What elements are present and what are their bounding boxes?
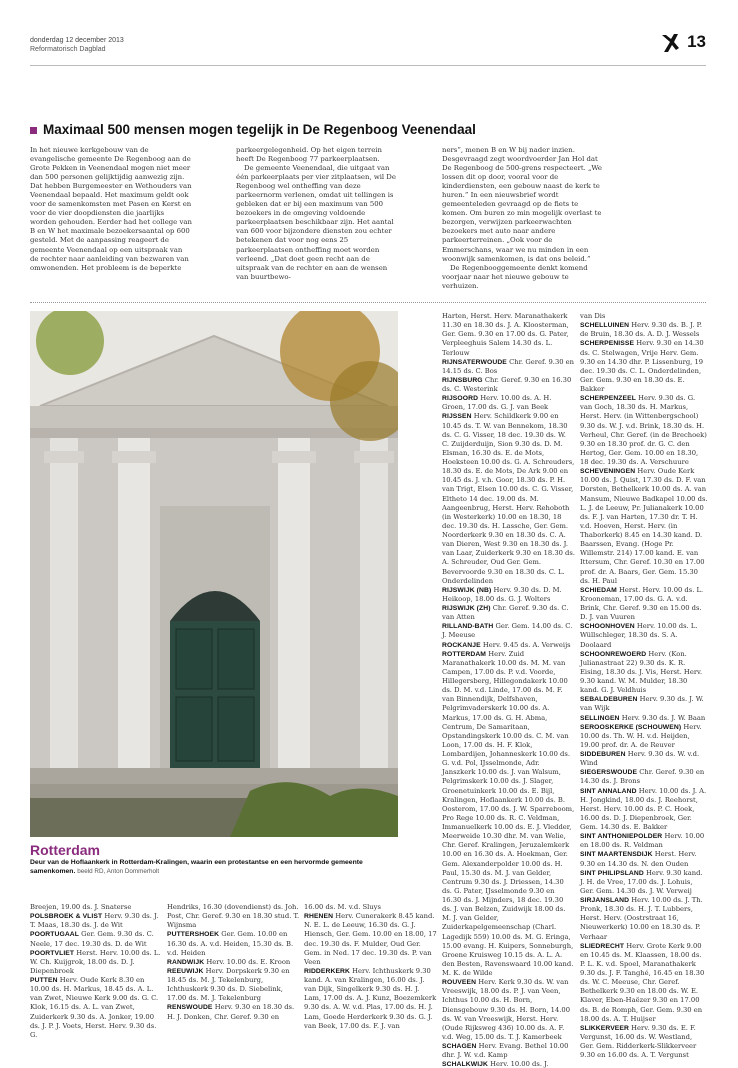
rd-logo-icon — [660, 32, 680, 54]
service-details: Herv. Oude Kerk 8.30 en 10.00 ds. H. Markus, 18.45 ds. A. L. van Zwet, Nieuwe Kerk 9.00 ds. G. C. Klok, 16.15 ds. A. L. van Zwet, Zuiderkerk 9.30 ds. A. Jonker, 19.00 ds. J. P. J. Voets, Herst. Herv. 9.30 ds. G. — [30, 976, 159, 1039]
place-name: RIJSWIJK (ZH) — [442, 605, 491, 612]
church-entry — [442, 394, 575, 412]
place-name: SCHOONHOVEN — [580, 623, 635, 631]
church-list-column — [442, 312, 575, 1068]
church-entry — [442, 641, 575, 650]
church-entry — [30, 912, 163, 930]
church-entry — [167, 967, 300, 1004]
place-name: RANDWIJK — [167, 958, 205, 966]
church-door-illustration — [30, 311, 398, 837]
place-name: RIJSOORD — [442, 395, 479, 403]
church-entry — [580, 723, 708, 750]
church-entry — [304, 967, 437, 1031]
church-entry — [580, 714, 708, 723]
service-details: Herv. Schildkerk 9.00 en 10.45 ds. T. W. van Bennekom, 18.30 ds. C. G. Visser, 18 dec. 19.30 ds. W. C. Zuijderduijn, Sion 9.30 ds. D. M. Elsman, 16.30 ds. E. de Mots, Hoeksteen 10.00 ds. G. A. Schreuders, 18.30 ds. E. de Mots, De Ark 9.00 en 10.45 ds. J. v.h. Goor, 18.30 ds. P. H. van Trigt, Elsen 10.00 ds. C. G. Visser, Eltheto 14 dec. 19.00 ds. M. Aangeenbrug, Herst. Herv. Rehoboth (in Westerkerk) 10.00 en 18.30, 18 dec. 19.30 ds. H. Lassche, Ger. Gem. Noorderkerk 9.30 en 18.30 ds. C. A. van Dieren, West 9.30 en 18.30 ds. J. van Laar, Zuiderkerk 9.30 en 18.30 ds. A. Schreuder, Oud Ger. Gem. Bevervoorde 9.30 en 18.30 ds. C. L. Onderdelinden — [442, 412, 575, 585]
place-name: RIJSWIJK (NB) — [442, 586, 492, 594]
church-photo — [30, 311, 398, 837]
place-name: RHENEN — [304, 913, 334, 921]
church-entry — [167, 930, 300, 957]
article-column-1 — [30, 146, 192, 273]
place-name: REEUWIJK — [167, 967, 204, 975]
place-name: SCHOONREWOERD — [580, 650, 647, 658]
place-name: SEBALDEBUREN — [580, 696, 638, 704]
service-details: Herv. 9.30 ds. J. W. Baan — [621, 713, 706, 722]
church-entry — [580, 695, 708, 713]
church-entry — [580, 321, 708, 339]
issue-date: donderdag 12 december 2013 — [30, 37, 124, 44]
service-details: Herst. Herv. 10.00 ds. L. W. Ch. Kuijgrok, 18.00 ds. D. J. Diepenbroek — [30, 948, 161, 975]
service-details: Herv. 9.30 ds. D. M. Heikoop, 18.00 ds. G. J. Wolters — [442, 585, 562, 603]
service-details: Herv. Kerk 9.30 ds. W. van Vreeswijk, 18.00 ds. P. J. van Veen, Ichthus 10.00 ds. H. Born, Diensgebouw 9.30 ds. H. Born, 14.00 ds. W. van Vreeswijk, Herst. Herv. (Oude Rijksweg 436) 10.00 ds. A. F. v.d. Weg, 15.00 ds. T. J. Kamerbeek — [442, 978, 570, 1041]
place-name: SCHAGEN — [442, 1043, 477, 1050]
church-entry — [442, 622, 575, 640]
church-entry — [580, 467, 708, 586]
church-entry — [304, 903, 437, 912]
page-header — [30, 34, 706, 66]
place-name: SINT PHILIPSLAND — [580, 869, 644, 877]
service-details: Harten, Herst. Herv. Maranathakerk 11.30 en 18.30 ds. J. A. Kloosterman, Ger. Gem. 9.30 en 17.00 ds. G. Pater, Verpleeghuis Salem 14.30 ds. L. Terlouw — [442, 312, 569, 357]
church-entry — [580, 896, 708, 942]
church-list-column — [304, 903, 437, 1031]
service-details: Herv. 9.30 kand. J. H. de Vree, 17.00 ds. J. Lohuis, Ger. Gem. 14.30 ds. J. W. Verweij — [580, 868, 703, 895]
photo-caption-title: Rotterdam — [30, 842, 101, 858]
place-name: SCHERPENISSE — [580, 340, 635, 348]
place-name: RIJNSBURG — [442, 376, 483, 384]
place-name: SINT ANNALAND — [580, 787, 637, 795]
place-name: POORTUGAAL — [30, 931, 79, 939]
place-name: SINT MAARTENSDIJK — [580, 851, 653, 859]
article-column-2 — [236, 146, 398, 282]
service-details: Herv. Cunerakerk 8.45 kand. N. E. L. de Leeuw, 16.30 ds. G. J. Hiensch, Ger. Gem. 10.00 en 18.00, 17 dec. 19.30 ds. F. Mulder, Oud Ger. Gem. in Ned. 17 dec. 19.30 ds. P. van Veen — [304, 912, 437, 966]
church-entry — [442, 650, 575, 979]
church-entry — [442, 376, 575, 394]
place-name: RIJSSEN — [442, 413, 472, 421]
place-name: PUTTERSHOEK — [167, 931, 220, 939]
place-name: RIDDERKERK — [304, 967, 351, 975]
service-details: Chr. Geref. 9.30 en 14.15 ds. C. Bos — [442, 357, 575, 375]
church-entry — [167, 903, 300, 930]
service-details: Ger. Gem. 14.00 ds. C. J. Meeuse — [442, 622, 573, 640]
section-divider — [30, 302, 706, 303]
place-name: SCHIEDAM — [580, 586, 617, 594]
service-details: Herv. 10.00 ds. J. — [490, 1060, 549, 1068]
place-name: SCHERPENZEEL — [580, 395, 636, 403]
church-entry — [580, 586, 708, 623]
service-details: Herv. Grote Kerk 9.00 en 10.45 ds. M. Klaassen, 18.00 ds. P. L. K. v.d. Spoel, Maranathakerk 9.30 ds. J. F. Tanghé, 16.45 en 18.30 ds. W. C. Meeuse, Chr. Geref. Bethelkerk 9.30 en 18.00 ds. W. E. Klaver, Eben-Haëzer 9.30 en 17.00 ds. B. de Romph, Ger. Gem. 9.30 en 18.00 ds. A. T. Huijser — [580, 941, 705, 1023]
place-name: ROUVEEN — [442, 979, 477, 987]
article-paragraph: De gemeente Veenendaal, die uitgaat van één parkeerplaats per vier zitplaatsen, wil De Regenboog wel ontheffing van deze parkeernorm verlenen, omdat uit tellingen is gebleken dat er bij een maximum van 500 bezoekers in de omgeving voldoende parkeerplaatsen beschikbaar zijn. Het aantal van 600 voor bijzondere diensten zou echter betekenen dat voor nog eens 25 parkeerplaatsen ontheffing moet worden verleend. „Dat doet geen recht aan de uitspraak van de rechter en aan de wensen van buurtbewo- — [236, 164, 396, 281]
church-entry — [580, 850, 708, 868]
church-list-column — [167, 903, 300, 1022]
place-name: SCHALKWIJK — [442, 1061, 488, 1068]
service-details: Herv. 10.00 ds. A. H. Groen, 17.00 ds. G. J. van Beek — [442, 394, 552, 412]
service-details: Herv. 9.30 en 14.30 ds. C. Stelwagen, Vrije Herv. Gem. 9.30 en 14.30 dhr. P. Lissenburg, 19 dec. 19.30 ds. C. L. Onderdelinden, Ger. Gem. 9.30 en 18.30 ds. E. Bakker — [580, 339, 704, 393]
service-details: Chr. Geref. 9.30 en 14.30 ds. J. Brons — [580, 768, 705, 786]
place-name: SIDDEBUREN — [580, 751, 626, 758]
service-details: Herv. Dorpskerk 9.30 en 18.45 ds. M. J. Tekelenburg, Ichthuskerk 9.30 ds. D. Siebelink, 17.00 ds. M. J. Tekelenburg — [167, 966, 290, 1003]
service-details: Herv. 9.30 ds. W. v.d. Wind — [580, 750, 700, 768]
service-details: Herv. 10.00 en 18.00 ds. R. Veldman — [580, 832, 705, 850]
church-entry — [442, 358, 575, 376]
service-details: van Dis — [580, 312, 606, 320]
place-name: SCHELLUINEN — [580, 322, 630, 330]
service-details: 16.00 ds. M. v.d. Sluys — [304, 903, 381, 911]
headline-bullet-icon — [30, 127, 37, 134]
church-entry — [442, 1060, 575, 1068]
church-entry — [580, 869, 708, 896]
service-details: Herv. Zuid Maranathakerk 10.00 ds. M. M. van Campen, 17.00 ds. P. v.d. Voorde, Hillegersberg, Hillegondakerk 10.00 ds. D. M. v.d. Linde, 17.00 ds. M. F. van Binnendijk, Delfshaven, Pelgrimvaderskerk 10.00 ds. A. Markus, 17.00 ds. G. H. Abma, Centrum, De Samaritaan, Opstandingskerk 10.00 ds. C. M. van Loon, 17.00 ds. H. F. Klok, Lombardijen, Johanneskerk 10.00 ds. G. v.d. Pol, IJsselmonde, Adr. Janszkerk 10.00 ds. J. van Walsum, Pelgrimskerk 10.00 ds. J. Slager, Groenetuinkerk 10.00 ds. E. Bijl, Kralingen, Hoflaankerk 10.00 ds. B. Oosterom, 17.00 ds. J. W. Sparreboom, Pro Rege 10.00 ds. R. C. Veldman, Immanuelkerk 10.00 ds. E. J. Vledder, Meerweide 10.30 dhr. M. van Welie, Chr. Geref. Kralingen, Jeruzalemkerk 10.00 en 16.30 ds. A. Hoekman, Ger. Gem. Alexanderpolder 10.00 ds. H. Paul, 15.30 ds. M. J. van Gelder, Centrum 9.30 ds. J. Driessen, 14.30 ds. G. Pater, IJsselmonde 9.30 en 16.30 ds. J. Mijnders, 18 dec. 19.30 ds. J. van Belzen, Zuidwijk 18.00 ds. M. J. van Gelder, Zuiderkapelgemeenschap (Charl. Lagedijk 559) 10.00 ds. M. G. Eringa, 15.00 evang. H. Kuipers, Sonneburgh, Groene Kruisweg 10.15 ds. A. L. A. den Besten, Ravenswaard 10.00 kand. M. K. de Wilde — [442, 649, 575, 977]
caption-body: Deur van de Hoflaankerk in Rotterdam-Kralingen, waarin een protestantse en een hervormde gemeente samenkomen. — [30, 859, 363, 876]
place-name: SINT ANTHONIEPOLDER — [580, 833, 663, 841]
service-details: Herv. 10.00 ds. J. A. H. Jongkind, 18.00 ds. J. Reehorst, Herst. Herv. 10.00 ds. P. C. Hoek, 16.00 ds. D. J. Diepenbroek, Ger. Gem. 14.30 ds. E. Bakker — [580, 786, 707, 831]
church-entry — [580, 832, 708, 850]
service-details: Herst. Herv. 9.30 en 14.30 ds. N. den Ouden — [580, 850, 697, 868]
place-name: POLSBROEK & VLIST — [30, 913, 103, 921]
place-name: SIEGERSWOUDE — [580, 769, 638, 777]
church-entry — [580, 394, 708, 467]
church-entry — [30, 930, 163, 948]
service-details: Herv. 9.45 ds. A. Verweijs — [482, 640, 571, 649]
service-details: Chr. Geref. 9.30 en 16.30 ds. C. Westerink — [442, 375, 572, 393]
page-number: 13 — [687, 32, 706, 51]
church-entry — [442, 1042, 575, 1060]
church-entry — [167, 958, 300, 967]
church-list-column — [580, 312, 708, 1060]
place-name: ROCKANJE — [442, 641, 481, 649]
church-entry — [442, 604, 575, 622]
place-name: POORTVLIET — [30, 949, 75, 957]
church-list-column — [30, 903, 163, 1040]
service-details: Breejen, 19.00 ds. J. Snaterse — [30, 903, 132, 911]
service-details: Herv. 10.00 ds. E. Kroon — [206, 957, 291, 966]
article-paragraph: In het nieuwe kerkgebouw van de evangelische gemeente De Regenboog aan de Grote Pekken in Veenendaal mogen niet meer dan 500 personen gelijktijdig aanwezig zijn. Dat hebben Burgemeester en Wethouders van Veenendaal bepaald. Het maximum geldt ook voor de samenkomsten met Pasen en Kerst en voor de vier doopdiensten die jaarlijks worden gehouden. Eerder had het college van B en W het maximale bezoekersaantal op 600 gesteld. Met de aanpassing reageert de gemeente Veenendaal op een uitspraak van de rechter naar aanleiding van bezwaren van omwonenden. Het probleem is de beperkte — [30, 146, 192, 272]
service-details: Herv. 9.30 en 18.30 ds. H. J. Donken, Chr. Geref. 9.30 en — [167, 1003, 295, 1021]
place-name: SCHEVENINGEN — [580, 468, 636, 476]
church-entry — [580, 1024, 708, 1061]
place-name: RIJNSATERWOUDE — [442, 358, 507, 366]
church-entry — [442, 978, 575, 1042]
church-entry — [580, 622, 708, 649]
service-details: Chr. Geref. 9.30 ds. C. van Atten — [442, 604, 569, 622]
service-details: Herv. 10.00 ds. L. Wüllschleger, 18.30 ds. S. A. Doolaard — [580, 622, 698, 649]
church-entry — [30, 949, 163, 976]
church-entry — [580, 768, 708, 786]
service-details: Herv. 9.30 ds. J. W. van Wijk — [580, 695, 704, 713]
paper-name: Reformatorisch Dagblad — [30, 46, 106, 53]
service-details: Herv. Evang. Bethel 10.00 dhr. J. W. v.d. Kamp — [442, 1042, 569, 1060]
place-name: SEROOSKERKE (SCHOUWEN) — [580, 723, 682, 731]
church-entry — [442, 586, 575, 604]
place-name: SLIEDRECHT — [580, 942, 625, 950]
place-name: SLIKKERVEER — [580, 1024, 629, 1032]
church-entry — [580, 942, 708, 1024]
service-details: Herv. (Kon. Julianastraat 22) 9.30 ds. K. R. Eising, 18.30 ds. J. Vis, Herst. Herv. 9.30 kand. W. M. Mulder, 18.30 kand. G. J. Veldhuis — [580, 649, 703, 695]
church-entry — [580, 650, 708, 696]
place-name: SELLINGEN — [580, 714, 620, 722]
service-details: Herv. 10.00 ds. J. Th. Pronk, 18.30 ds. H. J. T. Lubbers, Herst. Herv. (Oostrstraat 16, Nieuwerkerk) 10.00 en 18.30 ds. P. Verhaar — [580, 896, 703, 941]
church-entry — [304, 912, 437, 967]
service-details: Ger. Gem. 9.30 ds. C. Neele, 17 dec. 19.30 ds. D. de Wit — [30, 930, 154, 948]
church-entry — [580, 750, 708, 768]
headline-text: Maximaal 500 mensen mogen tegelijk in De Regenboog Veenendaal — [43, 122, 476, 137]
church-entry — [30, 976, 163, 1040]
church-entry — [167, 1003, 300, 1021]
service-details: Herv. 9.30 ds. E. F. Vergunst, 16.00 ds. W. Westland, Ger. Gem. Ridderkerk-Slikkerveer 9.30 en 16.00 ds. A. T. Vergunst — [580, 1023, 697, 1060]
article-paragraph: ners”, menen B en W bij nader inzien. Desgevraagd zegt woordvoerder Jan Hol dat De Regenboog de 500-grens respecteert. „We lossen dit op door, vooral voor de kinderdiensten, een gebouw naast de kerk te huren.” In een nieuwsbrief wordt gemeenteleden gevraagd op de fiets te komen. Om buren zo min mogelijk overlast te bezorgen, verwijzen parkeerwachten bezoekers met auto naar andere parkeerterreinen. „Ook voor de Emmerschans, waar we nu minden in een woonwijk samenkomen, is dat ons beleid.” — [442, 146, 602, 263]
place-name: ROTTERDAM — [442, 650, 487, 658]
service-details: Hendriks, 16.30 (dovendienst) ds. Joh. Post, Chr. Geref. 9.30 en 18.30 stud. T. Wijnsma — [167, 903, 300, 930]
service-details: Herst. Herv. 10.00 ds. L. Krooneman, 17.00 ds. G. A. v.d. Brink, Chr. Geref. 9.30 en 15.00 ds. D. J. van Vuuren — [580, 585, 704, 622]
article-paragraph: parkeergelegenheid. Op het eigen terrein heeft De Regenboog 77 parkeerplaatsen. — [236, 146, 382, 164]
church-entry — [580, 787, 708, 833]
church-entry — [442, 312, 575, 358]
place-name: SIRJANSLAND — [580, 897, 630, 904]
service-details: Ger. Gem. 10.00 en 16.30 ds. A. v.d. Heiden, 15.30 ds. B. v.d. Heiden — [167, 930, 294, 957]
article-paragraph: De Regenbooggemeente denkt komend voorjaar naar het nieuwe gebouw te verhuizen. — [442, 263, 588, 290]
service-details: Herv. 9.30 ds. B. J. P. de Bruin, 18.30 ds. A. D. J. Wessels — [580, 321, 702, 339]
service-details: Herv. Ichthuskerk 9.30 kand. A. van Kralingen, 16.00 ds. J. van Dijk, Singelkerk 9.30 ds. H. J. Lam, 17.00 ds. A. J. Kunz, Boezemkerk 9.30 ds. A. W. v.d. Plas, 17.00 ds. H. J. Lam, Goede Herderkerk 9.30 ds. G. J. van Beek, 17.00 ds. F. J. van — [304, 966, 437, 1030]
photo-caption — [30, 858, 400, 876]
church-entry — [580, 339, 708, 394]
church-entry — [442, 412, 575, 585]
church-entry — [580, 312, 708, 321]
service-details: Herv. 10.00 ds. Th. W. H. v.d. Heijden, 19.00 prof. dr. A. de Reuver — [580, 722, 702, 749]
place-name: PUTTEN — [30, 977, 58, 984]
service-details: Herv. Oude Kerk 10.00 ds. J. Quist, 17.30 ds. D. F. van Dorsten, Bethelkerk 10.00 ds. A. van Mansum, Nieuwe Badkapel 10.00 ds. L. J. de Leeuw, Pr. Julianakerk 10.00 ds. F. J. van Harten, 17.30 dr. T. H. v.d. Hoeven, Herst. Herv. (in Thaborkerk) 8.45 en 14.30 kand. D. Baarssen, Evang. (Hoge Pr. Willemstr. 214) 17.00 kand. E. van Ittersum, Chr. Geref. 10.30 en 17.00 prof. dr. A. Baars, Ger. Gem. 15.30 ds. H. Paul — [580, 467, 708, 585]
photo-credit: beeld RD, Anton Dommerholt — [77, 868, 160, 876]
place-name: RENSWOUDE — [167, 1004, 213, 1012]
service-details: Herv. 9.30 ds. G. van Goch, 18.30 ds. H. Markus, Herst. Herv. (in Wittenbergschool) 9.30 ds. W. J. v.d. Brink, 18.30 ds. H. Verheul, Chr. Geref. (in de Brechoek) 9.30 en 18.30 prof. dr. G. C. den Hertog, Ger. Gem. 10.00 en 18.30, 18 dec. 19.30 ds. A. Verschuure — [580, 394, 707, 466]
place-name: RILLAND-BATH — [442, 623, 494, 631]
service-details: Herv. 9.30 ds. J. T. Maas, 18.30 ds. J. de Wit — [30, 912, 159, 930]
church-entry — [30, 903, 163, 912]
article-column-3 — [442, 146, 604, 291]
article-headline — [30, 120, 706, 140]
